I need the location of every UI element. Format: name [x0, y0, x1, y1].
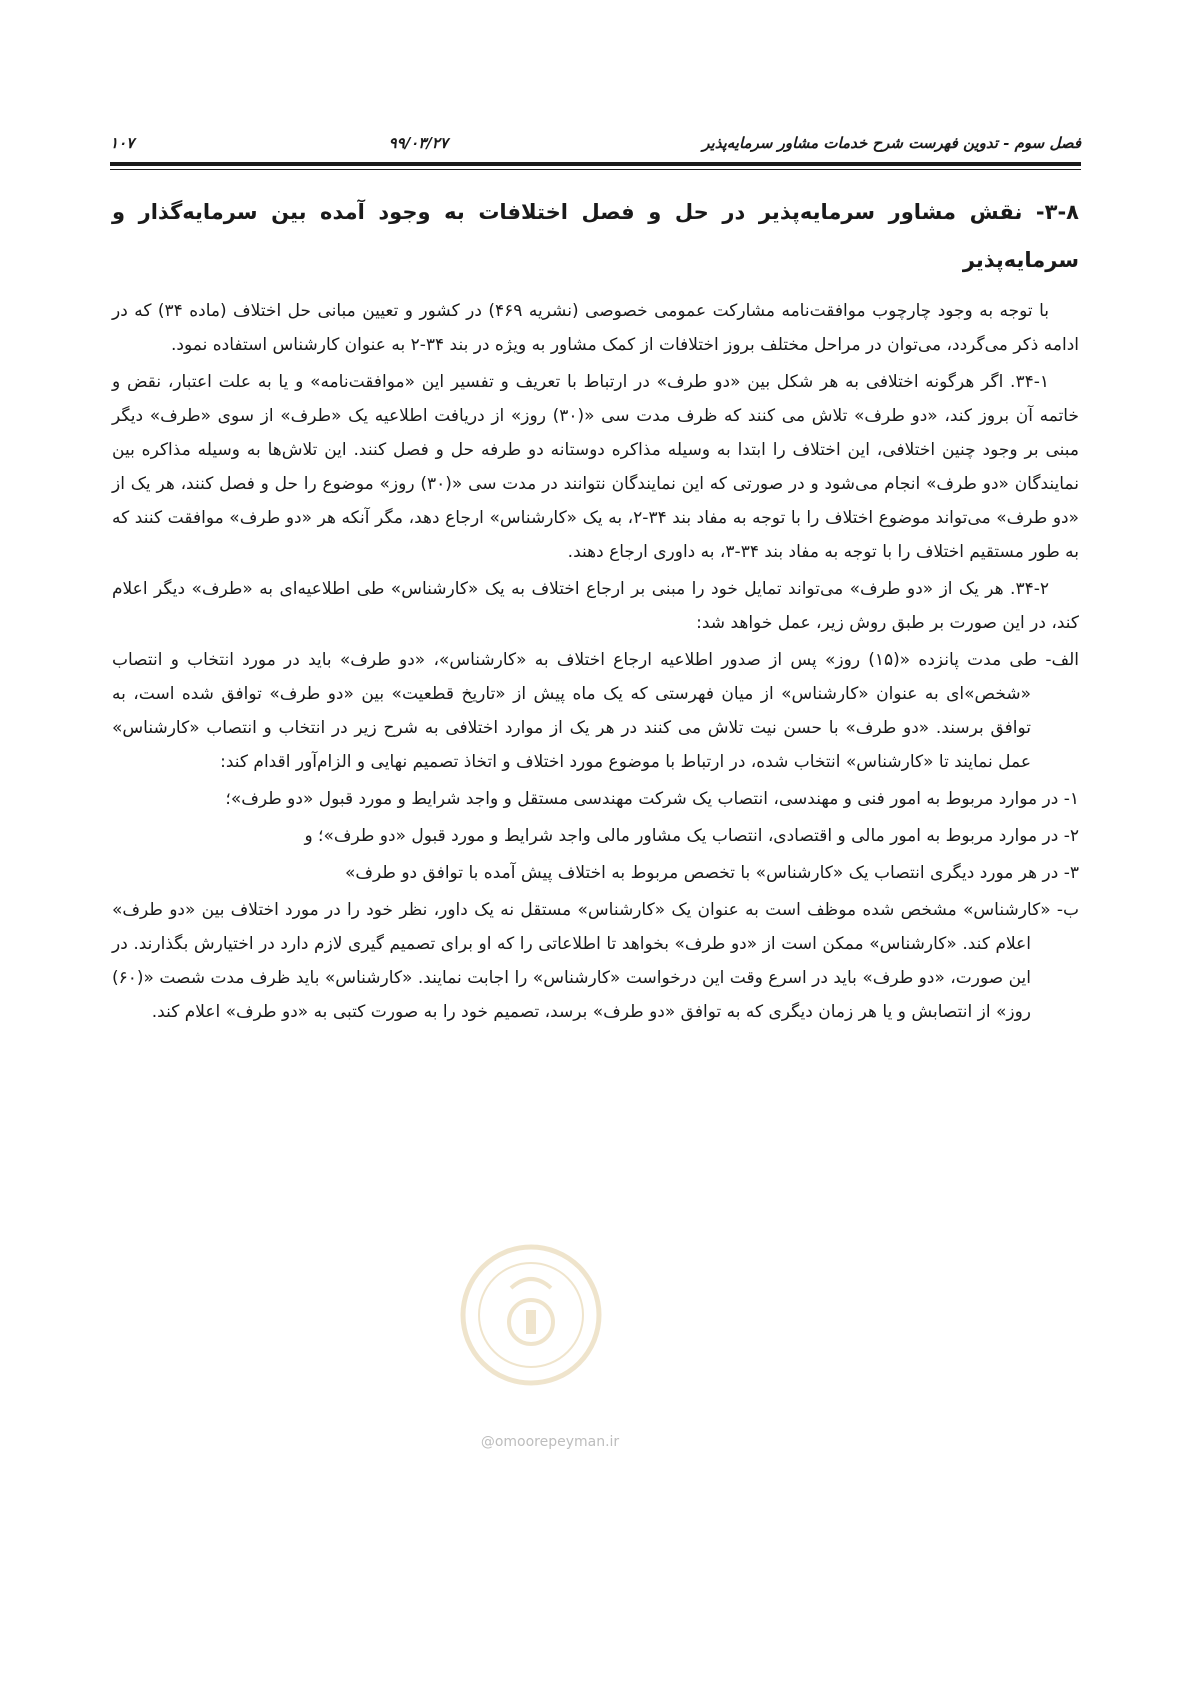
- seal-logo-icon: [456, 1240, 606, 1390]
- chapter-title: فصل سوم - تدوین فهرست شرح خدمات مشاور سرمایه‌پذیر: [702, 134, 1081, 152]
- list-item-3: ۳- در هر مورد دیگری انتصاب یک «کارشناس» با تخصص مربوط به اختلاف پیش آمده با توافق دو طرف»: [345, 863, 1079, 883]
- clause-34-1: ۳۴-۱. اگر هرگونه اختلافی به هر شکل بین «دو طرف» در ارتباط با تعریف و تفسیر این «موافقت‌نامه» و یا به علت اعتبار، نقض و خاتمه آن بروز کند، «دو طرف» تلاش می کنند که ظرف مدت سی «(۳۰) روز» از دریافت اطلاعیه یک «طرف» از سوی «طرف» دیگر مبنی بر وجود چنین اختلافی، این اختلاف را ابتدا به وسیله مذاکره دوستانه دو طرفه حل و فصل کنند. این تلاش‌ها به وسیله مذاکره بین نمایندگان «دو طرف» انجام می‌شود و در صورتی که این نمایندگان نتوانند در مدت سی «(۳۰) روز» موضوع را حل و فصل کنند، هر یک از «دو طرف» می‌تواند موضوع اختلاف را با توجه به مفاد بند ۳۴-۲، به یک «کارشناس» ارجاع دهد، مگر آنکه هر «دو طرف» موافقت کنند که به طور مستقیم اختلاف را با توجه به مفاد بند ۳۴-۳، به داوری ارجاع دهند.: [112, 372, 1079, 562]
- section-heading: ۳-۸- نقش مشاور سرمایه‌پذیر در حل و فصل اختلافات به وجود آمده بین سرمایه‌گذار و سرمایه‌پذیر: [112, 200, 1079, 272]
- clause-34-2: ۳۴-۲. هر یک از «دو طرف» می‌تواند تمایل خود را مبنی بر ارجاع اختلاف به یک «کارشناس» طی اطلاعیه‌ای به «طرف» دیگر اعلام کند، در این صورت بر طبق روش زیر، عمل خواهد شد:: [112, 579, 1079, 633]
- page-body: [112, 188, 1079, 1032]
- clause-alef: الف- طی مدت پانزده «(۱۵) روز» پس از صدور اطلاعیه ارجاع اختلاف به «کارشناس»، «دو طرف» باید در مورد انتخاب و انتصاب «شخص»ای به عنوان «کارشناس» از میان فهرستی که یک ماه پیش از «تاریخ قطعیت» بین «دو طرف» توافق شده است، به توافق برسند. «دو طرف» با حسن نیت تلاش می کنند در هر یک از موارد اختلافی به شرح زیر در انتخاب و انتصاب «کارشناس» عمل نمایند تا «کارشناس» انتخاب شده، در ارتباط با موضوع مورد اختلاف و اتخاذ تصمیم نهایی و الزام‌آور اقدام کند:: [112, 650, 1079, 772]
- running-header: [110, 128, 1081, 158]
- list-item-2: ۲- در موارد مربوط به امور مالی و اقتصادی، انتصاب یک مشاور مالی واجد شرایط و مورد قبول «دو طرف»؛ و: [304, 826, 1079, 846]
- clause-be: ب- «کارشناس» مشخص شده موظف است به عنوان یک «کارشناس» مستقل نه یک داور، نظر خود را در مورد اختلاف بین «دو طرف» اعلام کند. «کارشناس» ممکن است از «دو طرف» بخواهد تا اطلاعاتی را که او برای تصمیم گیری لازم دارد در اختیارش بگذارند. در این صورت، «دو طرف» باید در اسرع وقت این درخواست «کارشناس» را اجابت نمایند. «کارشناس» باید ظرف مدت شصت «(۶۰) روز» از انتصابش و یا هر زمان دیگری که به توافق «دو طرف» برسد، تصمیم خود را به صورت کتبی به «دو طرف» اعلام کند.: [112, 900, 1079, 1022]
- watermark-text: @omoorepeyman.ir: [480, 1434, 620, 1450]
- page-number: ۱۰۷: [110, 134, 135, 152]
- header-date: ۹۹/۰۳/۲۷: [388, 134, 448, 152]
- intro-paragraph: با توجه به وجود چارچوب موافقت‌نامه مشارکت عمومی خصوصی (نشریه ۴۶۹) در کشور و تعیین مبانی حل اختلاف (ماده ۳۴) که در ادامه ذکر می‌گردد، می‌توان در مراحل مختلف بروز اختلافات از کمک مشاور به ویژه در بند ۳۴-۲ به عنوان کارشناس استفاده نمود.: [112, 301, 1079, 355]
- list-item-1: ۱- در موارد مربوط به امور فنی و مهندسی، انتصاب یک شرکت مهندسی مستقل و واجد شرایط و مورد قبول «دو طرف»؛: [225, 789, 1079, 809]
- header-rule-thin: [110, 169, 1081, 170]
- header-rule-thick: [110, 162, 1081, 166]
- header-meta: [389, 134, 448, 152]
